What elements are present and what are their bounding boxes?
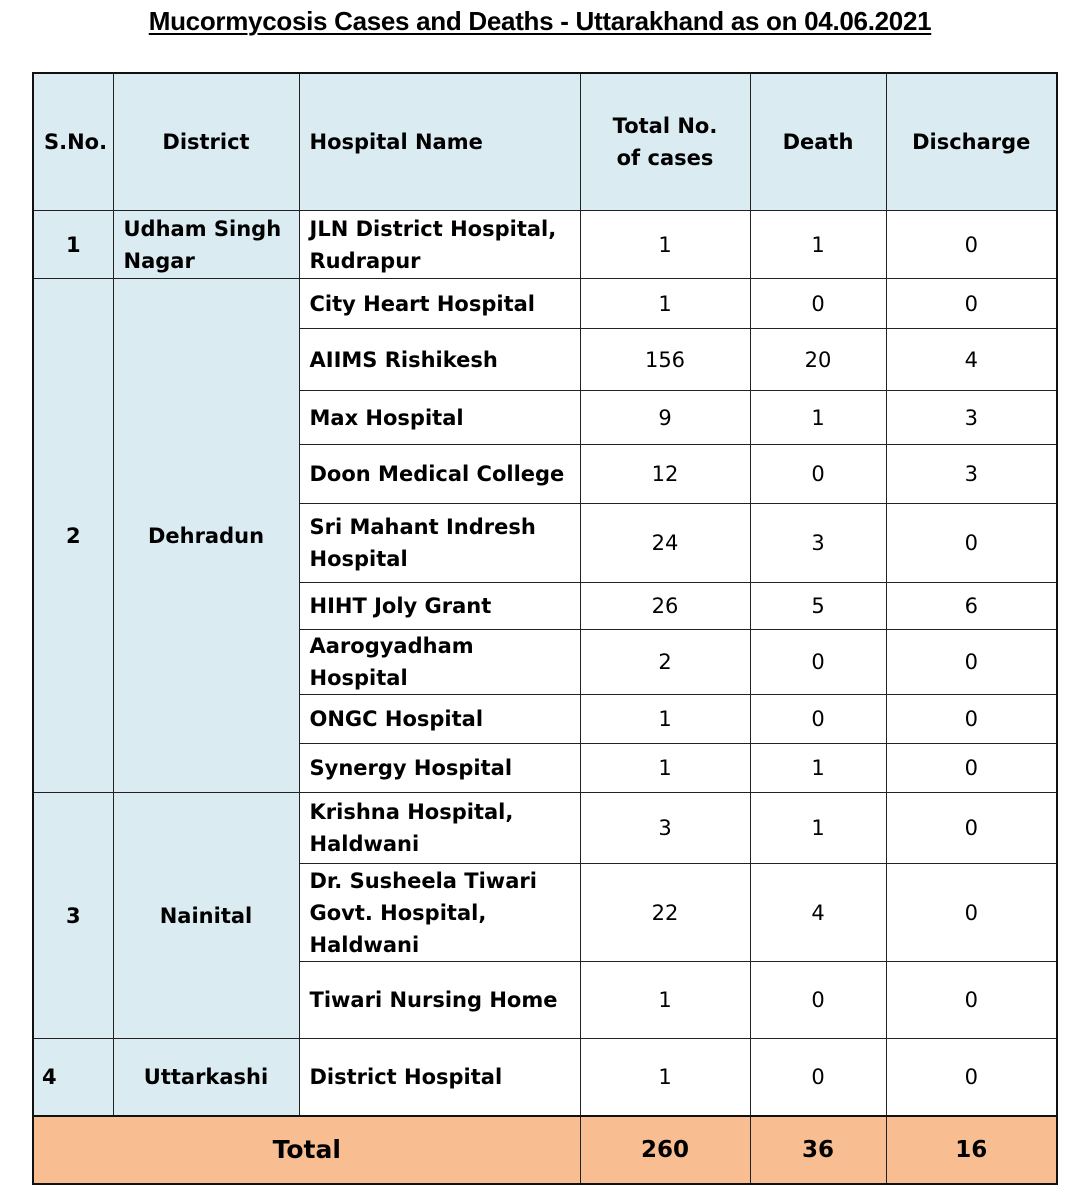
death-cell: 5 [750,583,886,630]
district-cell: Nainital [113,793,299,1039]
discharge-cell: 0 [886,744,1057,793]
cases-table [32,72,1058,1185]
header-sno: S.No. [33,73,113,211]
hospital-cell: District Hospital [299,1039,580,1116]
discharge-cell: 0 [886,504,1057,583]
discharge-cell: 0 [886,279,1057,329]
header-death: Death [750,73,886,211]
hospital-cell: Dr. Susheela Tiwari Govt. Hospital, Haldwani [299,864,580,962]
discharge-cell: 6 [886,583,1057,630]
hospital-cell: Max Hospital [299,391,580,445]
district-cell: Uttarkashi [113,1039,299,1116]
death-cell: 1 [750,211,886,279]
cases-cell: 1 [580,744,750,793]
discharge-cell: 0 [886,864,1057,962]
death-cell: 0 [750,962,886,1039]
death-cell: 0 [750,630,886,695]
header-district: District [113,73,299,211]
hospital-cell: ONGC Hospital [299,695,580,744]
table-row [33,211,1057,279]
discharge-cell: 4 [886,329,1057,391]
table-row [33,1039,1057,1116]
hospital-cell: JLN District Hospital, Rudrapur [299,211,580,279]
hospital-cell: Synergy Hospital [299,744,580,793]
cases-cell: 1 [580,211,750,279]
cases-cell: 12 [580,445,750,504]
total-death: 36 [750,1116,886,1184]
cases-cell: 1 [580,962,750,1039]
death-cell: 1 [750,744,886,793]
cases-cell: 1 [580,695,750,744]
hospital-cell: Tiwari Nursing Home [299,962,580,1039]
discharge-cell: 0 [886,630,1057,695]
death-cell: 0 [750,445,886,504]
cases-cell: 22 [580,864,750,962]
hospital-cell: AIIMS Rishikesh [299,329,580,391]
discharge-cell: 0 [886,1039,1057,1116]
death-cell: 3 [750,504,886,583]
header-discharge: Discharge [886,73,1057,211]
page-title: Mucormycosis Cases and Deaths - Uttarakhand as on 04.06.2021 [148,6,932,36]
table-header-row [33,73,1057,211]
total-cases: 260 [580,1116,750,1184]
discharge-cell: 3 [886,445,1057,504]
cases-cell: 1 [580,1039,750,1116]
total-label: Total [33,1116,580,1184]
hospital-cell: Krishna Hospital, Haldwani [299,793,580,864]
hospital-cell: Sri Mahant Indresh Hospital [299,504,580,583]
discharge-cell: 0 [886,962,1057,1039]
death-cell: 0 [750,279,886,329]
discharge-cell: 0 [886,793,1057,864]
discharge-cell: 0 [886,211,1057,279]
hospital-cell: City Heart Hospital [299,279,580,329]
district-cell: Dehradun [113,279,299,793]
cases-cell: 2 [580,630,750,695]
cases-cell: 156 [580,329,750,391]
cases-cell: 3 [580,793,750,864]
hospital-cell: Aarogyadham Hospital [299,630,580,695]
death-cell: 1 [750,793,886,864]
total-row [33,1116,1057,1184]
death-cell: 0 [750,695,886,744]
death-cell: 20 [750,329,886,391]
death-cell: 0 [750,1039,886,1116]
district-cell: Udham Singh Nagar [113,211,299,279]
discharge-cell: 0 [886,695,1057,744]
hospital-cell: HIHT Joly Grant [299,583,580,630]
sno-cell: 4 [33,1039,113,1116]
discharge-cell: 3 [886,391,1057,445]
table-row [33,279,1057,329]
sno-cell: 1 [33,211,113,279]
cases-cell: 24 [580,504,750,583]
cases-cell: 9 [580,391,750,445]
table-row [33,793,1057,864]
cases-cell: 1 [580,279,750,329]
total-discharge: 16 [886,1116,1057,1184]
sno-cell: 3 [33,793,113,1039]
death-cell: 4 [750,864,886,962]
hospital-cell: Doon Medical College [299,445,580,504]
header-hospital: Hospital Name [299,73,580,211]
death-cell: 1 [750,391,886,445]
cases-cell: 26 [580,583,750,630]
sno-cell: 2 [33,279,113,793]
header-cases: Total No. of cases [580,73,750,211]
